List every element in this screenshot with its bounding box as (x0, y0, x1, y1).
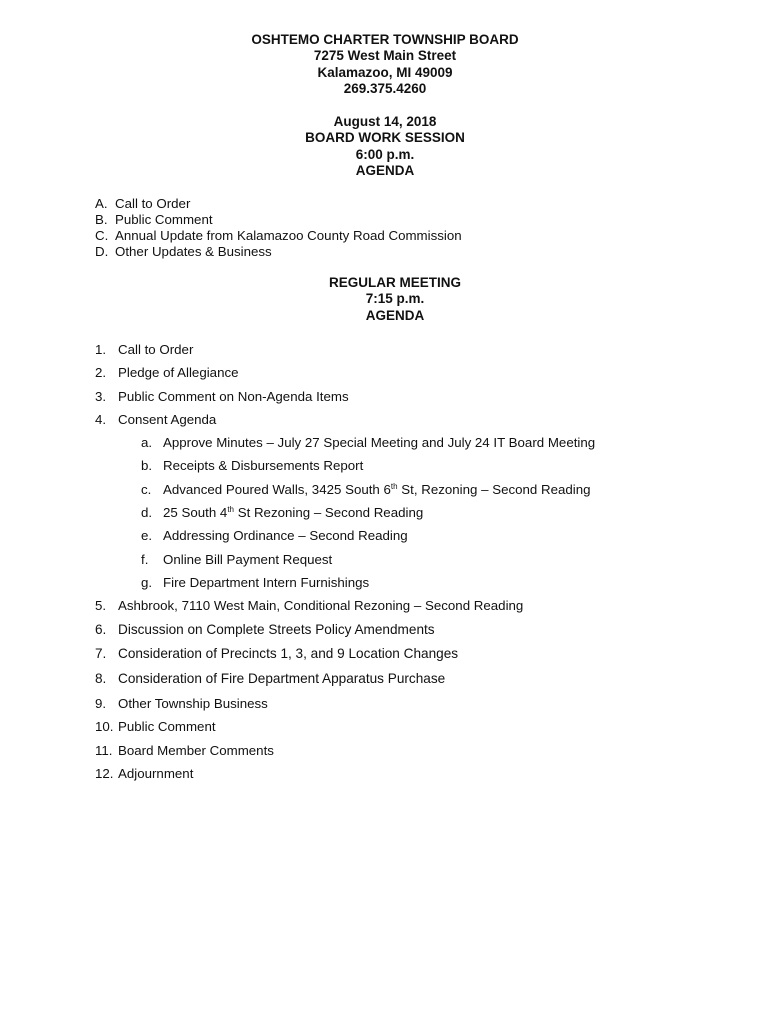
list-item (95, 228, 462, 244)
item-marker: c. (141, 481, 152, 497)
list-item (95, 365, 595, 388)
item-marker: 11. (95, 742, 113, 758)
item-text: Advanced Poured Walls, 3425 South 6 (163, 481, 391, 497)
item-text: Pledge of Allegiance (118, 365, 239, 381)
sub-list-item (95, 528, 595, 551)
item-text-continued: St, Rezoning – Second Reading (397, 481, 591, 497)
list-item (95, 622, 595, 647)
item-text: Annual Update from Kalamazoo County Road Commission (115, 228, 462, 243)
item-marker: 7. (95, 646, 107, 662)
item-text: Public Comment (118, 719, 216, 735)
regular-meeting-title: REGULAR MEETING (328, 275, 461, 290)
ordinal-suffix: th (227, 505, 234, 515)
sub-list-item (95, 482, 595, 505)
work-session-heading (0, 114, 770, 179)
list-item (95, 598, 595, 621)
item-marker: A. (95, 196, 108, 211)
item-marker: 8. (95, 671, 107, 687)
meeting-date: August 14, 2018 (333, 114, 437, 129)
item-text-continued: St Rezoning – Second Reading (234, 505, 424, 521)
item-text: Discussion on Complete Streets Policy Amendments (118, 621, 435, 637)
item-text: Fire Department Intern Furnishings (163, 574, 370, 590)
item-text: 25 South 4 (163, 505, 228, 521)
item-text: Receipts & Disbursements Report (163, 458, 364, 474)
item-marker: d. (141, 505, 153, 521)
item-marker: 3. (95, 388, 107, 404)
organization-name: OSHTEMO CHARTER TOWNSHIP BOARD (251, 32, 519, 47)
item-marker: 12. (95, 765, 114, 781)
item-marker: e. (141, 528, 153, 544)
city-state-zip: Kalamazoo, MI 49009 (317, 64, 453, 80)
regular-meeting-agenda-label: AGENDA (365, 307, 425, 323)
regular-meeting-heading (10, 275, 770, 324)
list-item (95, 196, 462, 212)
list-item (95, 743, 595, 766)
item-marker: 1. (95, 342, 107, 357)
item-marker: C. (95, 228, 109, 243)
item-marker: 4. (95, 411, 107, 427)
sub-list-item (95, 552, 595, 575)
item-text: Consideration of Fire Department Apparatus Purchase (118, 671, 446, 687)
item-marker: 2. (95, 365, 107, 381)
work-session-items (95, 196, 462, 260)
item-marker: b. (141, 458, 153, 474)
item-text: Other Updates & Business (115, 244, 272, 259)
phone-number: 269.375.4260 (343, 80, 427, 96)
ordinal-suffix: th (390, 481, 398, 491)
item-marker: 5. (95, 598, 107, 614)
list-item (95, 412, 595, 435)
item-marker: f. (141, 551, 149, 567)
street-address: 7275 West Main Street (313, 48, 457, 64)
item-text: Call to Order (118, 342, 194, 357)
item-text: Online Bill Payment Request (163, 551, 333, 567)
item-text: Adjournment (118, 765, 194, 781)
item-marker: B. (95, 212, 108, 227)
item-text: Approve Minutes – July 27 Special Meeting and July 24 IT Board Meeting (163, 435, 596, 451)
item-marker: 6. (95, 621, 107, 637)
sub-list-item (95, 575, 595, 598)
item-text: Addressing Ordinance – Second Reading (163, 528, 408, 544)
work-session-title: BOARD WORK SESSION (305, 130, 465, 146)
item-marker: D. (95, 244, 109, 259)
item-text: Consent Agenda (118, 411, 217, 427)
item-text: Public Comment on Non-Agenda Items (118, 388, 349, 404)
list-item (95, 212, 462, 228)
list-item (95, 766, 595, 789)
item-text: Public Comment (115, 212, 213, 227)
sub-list-item (95, 435, 595, 458)
list-item (95, 244, 462, 260)
list-item (95, 719, 595, 742)
list-item (95, 389, 595, 412)
list-item (95, 342, 595, 365)
list-item (95, 646, 595, 671)
list-item (95, 671, 595, 696)
item-marker: 9. (95, 695, 107, 711)
item-marker: 10. (95, 719, 114, 735)
regular-meeting-time: 7:15 p.m. (365, 291, 425, 307)
item-marker: g. (141, 574, 153, 590)
item-text: Other Township Business (118, 695, 268, 711)
sub-list-item (95, 458, 595, 481)
work-session-time: 6:00 p.m. (355, 146, 415, 162)
item-text: Board Member Comments (118, 742, 274, 758)
item-text: Ashbrook, 7110 West Main, Conditional Rezoning – Second Reading (118, 598, 524, 614)
sub-list-item (95, 505, 595, 528)
item-text: Call to Order (115, 196, 191, 211)
work-session-agenda-label: AGENDA (355, 162, 415, 178)
document-header (0, 32, 770, 97)
regular-meeting-items (95, 342, 595, 789)
item-marker: a. (141, 435, 153, 451)
item-text: Consideration of Precincts 1, 3, and 9 Location Changes (118, 646, 459, 662)
list-item (95, 696, 595, 719)
